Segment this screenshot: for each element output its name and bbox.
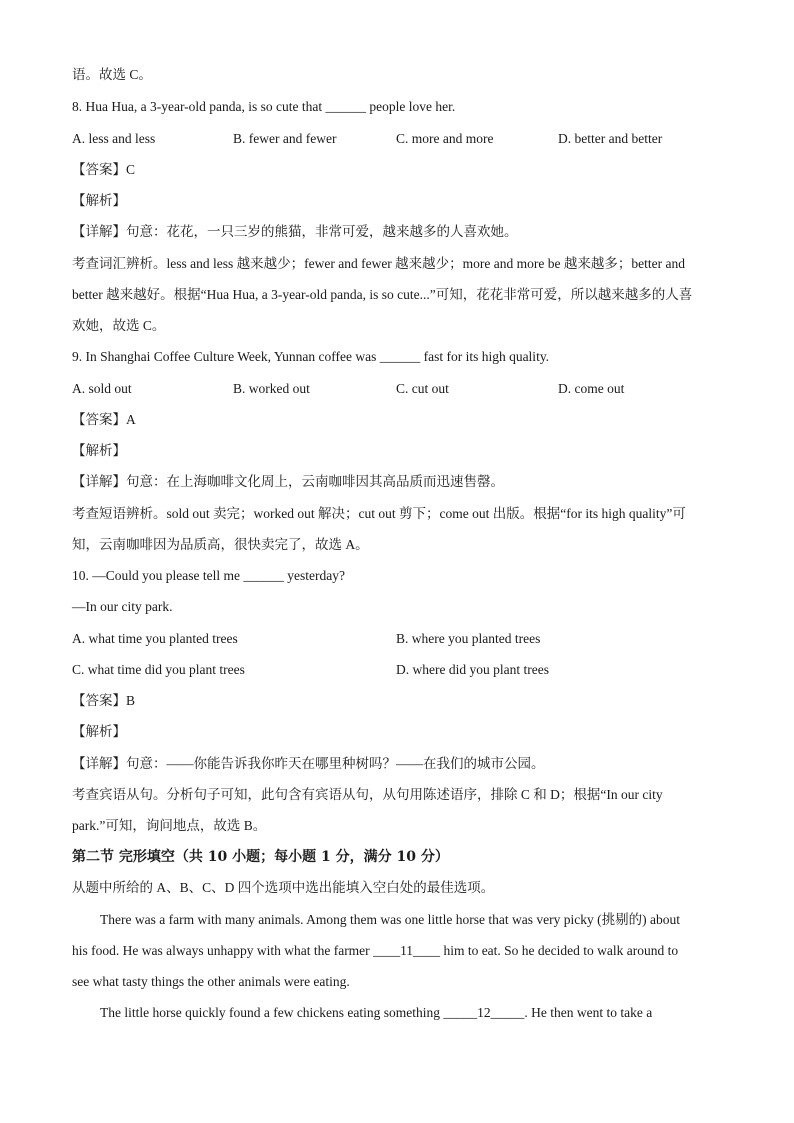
blank-11: ____11____	[373, 943, 441, 958]
q9-option-b: B. worked out	[233, 381, 310, 396]
passage-line-1: There was a farm with many animals. Among them was one little horse that was very picky (挑剔的) about	[100, 912, 680, 927]
question-10-response: —In our city park.	[72, 599, 173, 614]
passage-line-2	[72, 942, 678, 960]
passage-line-4-post: . He then went to take a	[524, 1005, 653, 1020]
q10-option-a: A. what time you planted trees	[72, 631, 238, 646]
q10-analysis-label: 【解析】	[72, 724, 126, 739]
q9-answer: 【答案】A	[72, 412, 136, 427]
q10-detail-2: 考查宾语从句。分析句子可知，此句含有宾语从句，从句用陈述语序，排除 C 和 D；根据“In our city	[72, 787, 663, 802]
q10-option-d: D. where did you plant trees	[396, 662, 549, 677]
q8-option-c: C. more and more	[396, 131, 494, 146]
q8-option-a: A. less and less	[72, 131, 156, 146]
q8-option-d: D. better and better	[558, 131, 663, 146]
q9-analysis-label: 【解析】	[72, 443, 126, 458]
q8-answer: 【答案】C	[72, 162, 136, 177]
q10-detail-3: park.”可知，询问地点，故选 B。	[72, 818, 267, 833]
section-2-title: 第二节 完形填空（共 10 小题；每小题 1 分，满分 10 分）	[72, 849, 449, 865]
q9-option-a: A. sold out	[72, 381, 132, 396]
q10-answer: 【答案】B	[72, 693, 136, 708]
blank-12: _____12_____	[443, 1005, 525, 1020]
q8-detail-3: better 越来越好。根据“Hua Hua, a 3-year-old panda, is so cute...”可知，花花非常可爱，所以越来越多的人喜	[72, 287, 693, 302]
passage-line-2-post: him to eat. So he decided to walk around to	[440, 943, 679, 958]
q8-detail-4: 欢她，故选 C。	[72, 318, 166, 333]
section-2-instruction: 从题中所给的 A、B、C、D 四个选项中选出能填入空白处的最佳选项。	[72, 880, 495, 895]
q8-option-b: B. fewer and fewer	[233, 131, 337, 146]
q9-option-c: C. cut out	[396, 381, 449, 396]
q9-detail-1: 【详解】句意：在上海咖啡文化周上，云南咖啡因其高品质而迅速售罄。	[72, 474, 504, 489]
passage-line-2-pre: his food. He was always unhappy with what the farmer	[72, 943, 374, 958]
passage-line-3: see what tasty things the other animals were eating.	[72, 974, 350, 989]
q10-detail-1: 【详解】句意：——你能告诉我你昨天在哪里种树吗？——在我们的城市公园。	[72, 756, 545, 771]
question-9: 9. In Shanghai Coffee Culture Week, Yunnan coffee was ______ fast for its high quality.	[72, 349, 550, 364]
q10-option-b: B. where you planted trees	[396, 631, 541, 646]
q10-option-c: C. what time did you plant trees	[72, 662, 245, 677]
passage-line-4	[100, 1004, 652, 1022]
q8-detail-2: 考查词汇辨析。less and less 越来越少；fewer and fewer 越来越少；more and more be 越来越多；better and	[72, 256, 685, 271]
q8-analysis-label: 【解析】	[72, 193, 126, 208]
passage-line-4-pre: The little horse quickly found a few chickens eating something	[100, 1005, 444, 1020]
question-8: 8. Hua Hua, a 3-year-old panda, is so cute that ______ people love her.	[72, 99, 456, 114]
q9-option-d: D. come out	[558, 381, 625, 396]
q9-detail-3: 知，云南咖啡因为品质高，很快卖完了，故选 A。	[72, 537, 369, 552]
q8-detail-1: 【详解】句意：花花，一只三岁的熊猫，非常可爱，越来越多的人喜欢她。	[72, 224, 518, 239]
question-10: 10. —Could you please tell me ______ yesterday?	[72, 568, 345, 583]
prev-answer-tail: 语。故选 C。	[72, 67, 152, 82]
q9-detail-2: 考查短语辨析。sold out 卖完；worked out 解决；cut out 剪下；come out 出版。根据“for its high quality”可	[72, 506, 686, 521]
